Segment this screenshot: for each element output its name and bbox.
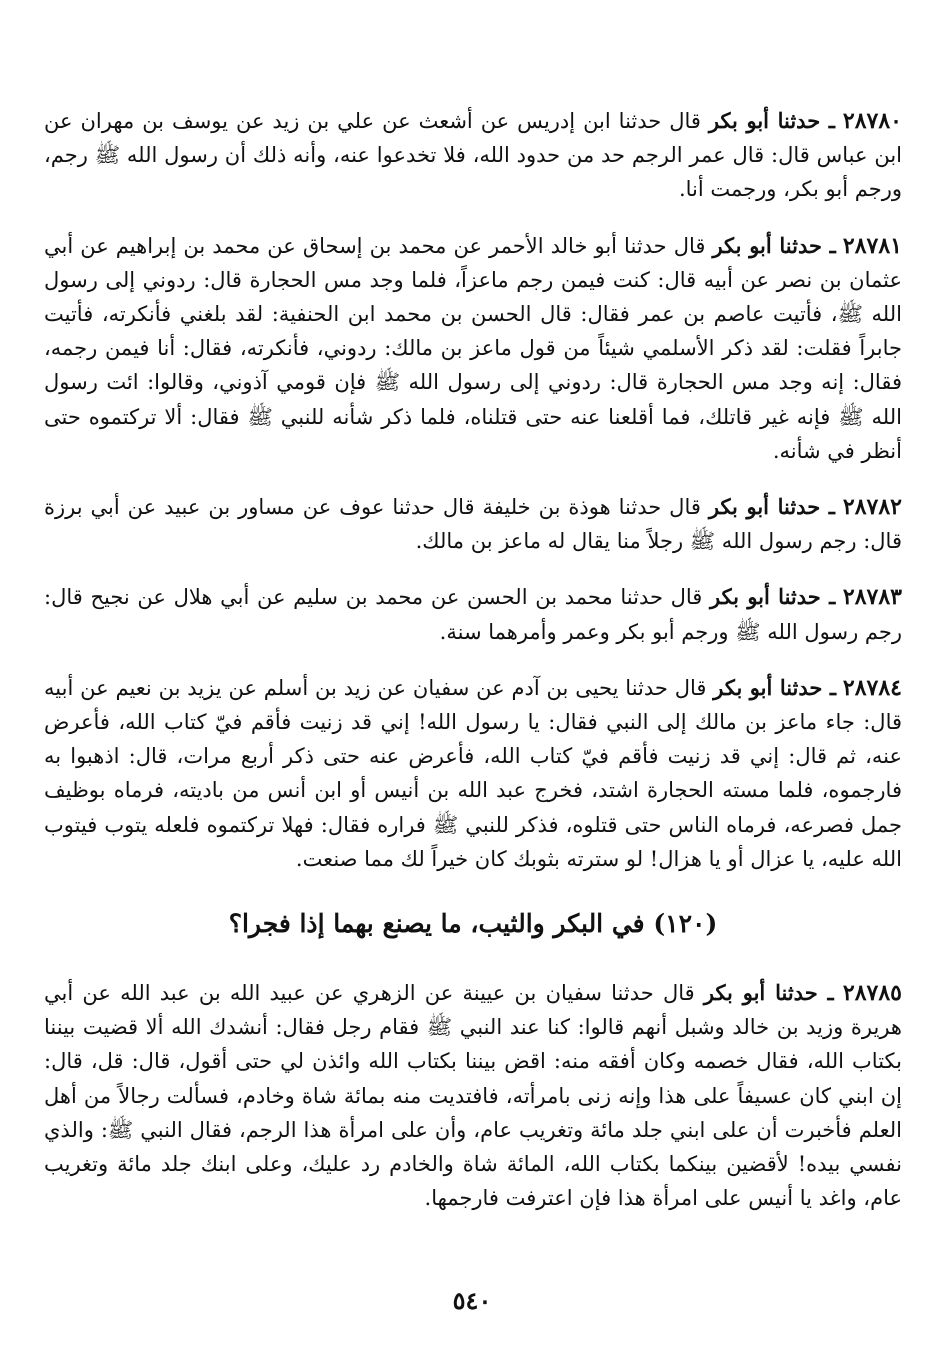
hadith-28781: [44, 229, 902, 468]
hadith-number: ٢٨٧٨٢: [842, 494, 902, 521]
hadith-number: ٢٨٧٨٠: [842, 108, 902, 134]
hadith-text: قال حدثنا يحيى بن آدم عن سفيان عن زيد بن أسلم عن يزيد بن نعيم عن أبيه قال: جاء ماعز بن مالك إلى النبي فقال: يا رسول الله! إني قد زنيت فأقم فيّ كتاب الله، فأعرض عنه، ثم قال: إني قد زنيت فأقم فيّ كتاب الله، فأعرض عنه حتى ذكر أربع مرات، قال: اذهبوا به فارجموه، فلما مسته الحجارة اشتد، فخرج عبد الله بن أنيس أو ابن أنس من باديته، فرماه بوظيف جمل فصرعه، فرماه الناس حتى قتلوه، فذكر للنبي ﷺ فراره فقال: فهلا تركتموه فلعله يتوب فيتوب الله عليه، يا عزال أو يا هزال! لو سترته بثوبك كان خيراً لك مما صنعت.: [44, 675, 902, 871]
hadith-28783: [44, 580, 902, 648]
chapter-heading: (١٢٠) في البكر والثيب، ما يصنع بهما إذا فجرا؟: [228, 909, 718, 939]
hadith-opening: ـ حدثنا أبو بكر: [712, 232, 836, 258]
hadith-text: قال حدثنا هوذة بن خليفة قال حدثنا عوف عن مساور بن عبيد عن أبي برزة قال: رجم رسول الله ﷺ رجلاً منا يقال له ماعز بن مالك.: [44, 495, 902, 554]
page-number: ٥٤٠: [452, 1286, 492, 1315]
hadith-opening: ـ حدثنا أبو بكر: [710, 584, 836, 610]
hadith-number: ٢٨٧٨٣: [842, 584, 902, 611]
hadith-28782: [44, 490, 902, 558]
hadith-text: قال حدثنا أبو خالد الأحمر عن محمد بن إسحاق عن محمد بن إبراهيم عن أبي عثمان بن نصر عن أبيه قال: كنت فيمن رجم ماعزاً، فلما وجد مس الحجارة قال: ردوني إلى رسول الله ﷺ، فأتيت عاصم بن عمر فقال: قال الحسن بن محمد ابن الحنفية: لقد بلغني فأنكرته، فأتيت جابراً فقلت: لقد ذكر الأسلمي شيئاً من قول ماعز بن مالك: ردوني، فأنكرته، فقال: أنا فيمن رجمه، فقال: إنه وجد مس الحجارة قال: ردوني إلى رسول الله ﷺ فإن قومي آذوني، وقالوا: ائت رسول الله ﷺ فإنه غير قاتلك، فما أقلعنا عنه حتى قتلناه، فلما ذكر شأنه للنبي ﷺ فقال: ألا تركتموه حتى أنظر في شأنه.: [44, 233, 902, 463]
hadith-number: ٢٨٧٨٤: [842, 674, 902, 701]
hadith-opening: ـ حدثنا أبو بكر: [708, 494, 835, 520]
hadith-28784: [44, 671, 902, 876]
hadith-text: قال حدثنا سفيان بن عيينة عن الزهري عن عبيد الله بن عبد الله عن أبي هريرة وزيد بن خالد وشبل أنهم قالوا: كنا عند النبي ﷺ فقام رجل فقال: أنشدك الله ألا قضيت بيننا بكتاب الله، فقال خصمه وكان أفقه منه: اقض بيننا بكتاب الله وائذن لي حتى أقول، قال: قل، قال: إن ابني كان عسيفاً على هذا وإنه زنى بامرأته، فافتديت منه بمائة شاة وخادم، فسألت رجالاً من أهل العلم فأخبرت أن على ابني جلد مائة وتغريب عام، وأن على امرأة هذا الرجم، فقال النبي ﷺ: والذي نفسي بيده! لأقضين بينكما بكتاب الله، المائة شاة والخادم رد عليك، وعلى ابنك جلد مائة وتغريب عام، واغد يا أنيس على امرأة هذا فإن اعترفت فارجمها.: [44, 981, 902, 1211]
hadith-28780: [44, 104, 902, 207]
hadith-opening: ـ حدثنا أبو بكر: [708, 108, 835, 133]
hadith-opening: ـ حدثنا أبو بكر: [703, 980, 834, 1006]
hadith-28785: [44, 976, 902, 1215]
hadith-number: ٢٨٧٨١: [842, 232, 902, 259]
page-body: [44, 104, 902, 1237]
hadith-opening: ـ حدثنا أبو بكر: [713, 674, 837, 700]
hadith-text: قال حدثنا محمد بن الحسن عن محمد بن سليم عن أبي هلال عن نجيح قال: رجم رسول الله ﷺ ورجم أبو بكر وعمر وأمرهما سنة.: [44, 585, 902, 644]
hadith-number: ٢٨٧٨٥: [842, 980, 902, 1007]
hadith-text: قال حدثنا ابن إدريس عن أشعث عن علي بن زيد عن يوسف بن مهران عن ابن عباس قال: قال عمر الرجم حد من حدود الله، فلا تخدعوا عنه، وأنه ذلك أن رسول الله ﷺ رجم، ورجم أبو بكر، ورجمت أنا.: [44, 109, 902, 202]
